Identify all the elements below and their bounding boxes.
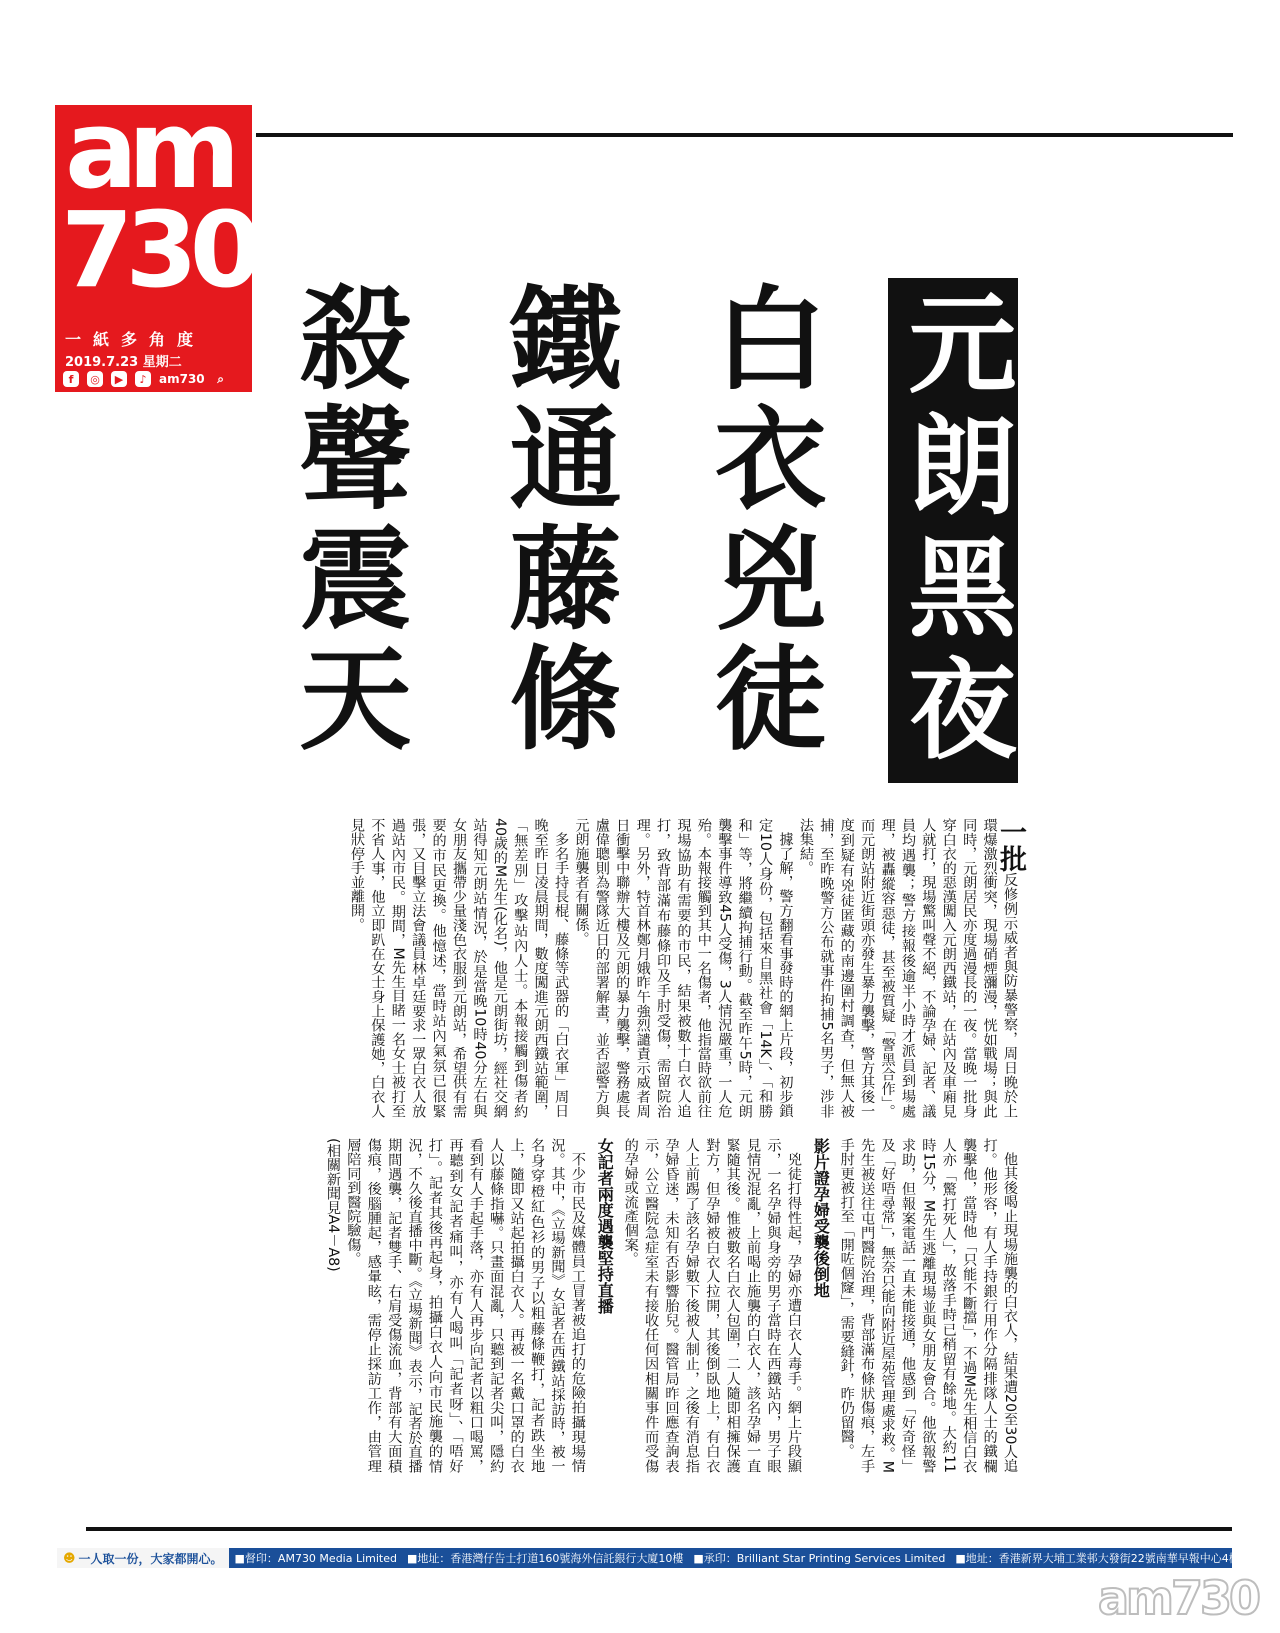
logo-number: 730	[61, 189, 255, 311]
article-paragraph: 不少市民及媒體員工冒著被追打的危險拍攝現場情況。其中，《立場新聞》女記者在西鐵站採訪時，被一名身穿橙紅色衫的男子以粗藤條鞭打，記者跌坐地上，隨即又站起拍攝白衣人。再被一名戴口罩的白衣人以藤條指嚇。只畫面混亂，只聽到記者尖叫，隱約看到有人手起手落，亦有人再步向記者以粗口喝罵，再聽到女記者痛叫，亦有人喝叫「記者呀」、「唔好打」。記者其後再起身，拍攝白衣人向市民施襲的情況，不久後直播中斷。《立場新聞》表示，記者於直播期間遇襲，記者雙手、右肩受傷流血，背部有大面積傷痕，後腦腫起，感暈眩，需停止採訪工作，由管理層陪同到醫院驗傷。	[345, 1138, 586, 1473]
top-rule	[256, 133, 1233, 137]
article-paragraph: 據了解，警方翻看事發時的網上片段，初步鎖定10人身份，包括來自黑社會「14K」、「和勝和」等，將繼續拘捕行動。截至昨午5時，元朗襲擊事件導致45人受傷，3人情況嚴重，一人危殆。本報接觸到其中一名傷者，他指當時欲前往現場協助有需要的市民，結果被數十白衣人追打，致背部滿布藤條印及手肘受傷，需留院治理。另外，特首林鄭月娥昨午強烈譴責示威者周日衝擊中聯辦大樓及元朗的暴力襲擊，警務處長盧偉聰則為警隊近日的部署解畫，並否認警方與元朗施襲者有關係。	[573, 818, 794, 1118]
footer-address-2: ■地址：香港新界大埔工業邨大發街22號南華早報中心4樓	[955, 1552, 1240, 1565]
lead-character: 一	[995, 818, 1026, 846]
social-links	[63, 371, 229, 387]
article-paragraph	[796, 818, 1026, 1119]
footer-slogan-text: 一人取一份，大家都開心。	[78, 1551, 223, 1566]
footer-publisher: ■督印：AM730 Media Limited	[234, 1552, 397, 1565]
headline-main: 元朗黑夜	[888, 278, 1018, 783]
audio-icon[interactable]: ♪	[135, 371, 151, 387]
article-body-lower	[270, 1138, 1020, 1473]
watermark-logo: am730	[1098, 1571, 1258, 1625]
headline-line-1: 白衣兇徒	[696, 280, 827, 760]
article-paragraph: 他其後喝止現場施襲的白衣人，結果遭20至30人追打。他形容，有人手持銀行用作分隔排隊人士的鐵欄襲擊他，當時他「只能不斷擋」，不過M先生相信白衣人亦「驚打死人」，故落手時已稍留有餘地。大約11時15分，M先生逃離現場並與女朋友會合。他欲報警求助，但報案電話一直未能接通，他感到「好奇怪」及「好唔尋常」，無奈只能向附近屋苑管理處求救。M先生被送往屯門醫院治理，背部滿布條狀傷痕，左手手肘更被打至「開咗個窿」，需要縫針，昨仍留醫。	[838, 1138, 1018, 1473]
headline-line-3: 殺聲震天	[281, 280, 412, 760]
footer-printer: ■承印：Brilliant Star Printing Services Limited	[693, 1552, 946, 1565]
headline-line-2: 鐵通藤條	[491, 280, 622, 760]
article-paragraph: 兇徒打得性起，孕婦亦遭白衣人毒手。網上片段顯示，一名孕婦與身旁的男子當時在西鐵站內，男子眼見情況混亂，上前喝止施襲的白衣人，該名孕婦一直緊隨其後。惟被數名白衣人包圍，二人隨即相擁保護對方，但孕婦被白衣人拉開，其後倒臥地上，有白衣人上前踢了該名孕婦數下後被人制止，之後有消息指孕婦昏迷，未知有否影響胎兒。醫管局昨回應查詢表示，公立醫院急症室未有接收任何因相關事件而受傷的孕婦或流產個案。	[622, 1138, 802, 1473]
subheading: 影片證孕婦受襲後倒地	[811, 1138, 831, 1298]
footer-slogan	[57, 1548, 229, 1568]
smile-icon: ☻	[63, 1551, 76, 1565]
bottom-rule	[86, 1527, 1232, 1531]
article-body-upper	[270, 818, 1026, 1119]
related-news-note: (相關新聞見A4－A8)	[325, 1138, 341, 1272]
footer-bar	[57, 1548, 1240, 1568]
subheading: 女記者兩度遇襲堅持直播	[595, 1138, 615, 1314]
footer-address-1: ■地址：香港灣仔告士打道160號海外信託銀行大廈10樓	[407, 1552, 684, 1565]
social-handle[interactable]: am730	[159, 372, 205, 386]
article-paragraph: 多名手持長棍、藤條等武器的「白衣軍」周日晚至昨日凌晨期間，數度闖進元朗西鐵站範圍，「無差別」攻擊站內人士。本報接觸到傷者約40歲的M先生(化名)，他是元朗街坊，經社交網站得知元朗站情況，於是當晚10時40分左右與女朋友攜帶少量淺色衣服到元朗站，希望供有需要的市民更換。他憶述，當時站內氣氛已很緊張，又目擊立法會議員林卓廷要求一眾白衣人放過站內市民。期間，M先生目睹一名女士被打至不省人事，他立即趴在女士身上保護她，白衣人見狀停手並離開。	[349, 818, 570, 1118]
masthead-slogan: 一紙多角度	[65, 330, 206, 349]
logo-am: am	[65, 88, 231, 213]
paragraph-text: 反修例示威者與防暴警察，周日晚於上環爆激烈衝突，現場硝煙瀰漫，恍如戰場；與此同時，元朗居民亦度過漫長的一夜。當晚一批身穿白衣的惡漢闖入元朗西鐵站，在站內及車廂見人就打，現場驚叫聲不絕，不論孕婦、記者、議員均遇襲；警方接報後逾半小時才派員到場處理，被轟縱容惡徒，甚至被質疑「警黑合作」。而元朗站附近街頭亦發生暴力襲擊，警方其後一度到疑有兇徒匿藏的南邊圍村調查，但無人被捕，至昨晚警方公布就事件拘捕5名男子，涉非法集結。	[797, 818, 1018, 1119]
instagram-icon[interactable]: ◎	[87, 371, 103, 387]
masthead-logo	[55, 88, 255, 392]
youtube-icon[interactable]: ▶	[111, 371, 127, 387]
issue-date: 2019.7.23 星期二	[65, 355, 182, 370]
search-icon[interactable]: ⌕	[217, 371, 225, 386]
facebook-icon[interactable]: f	[63, 371, 79, 387]
lead-character-2: 批	[995, 845, 1026, 873]
